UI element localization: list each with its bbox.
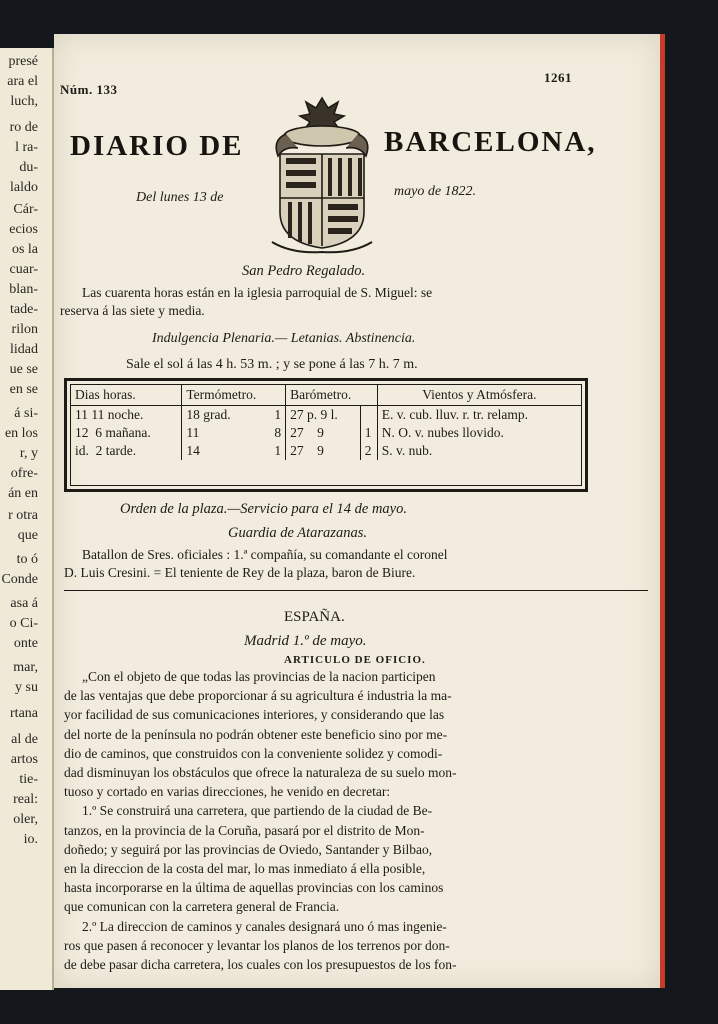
- left-page-line: ofre-: [10, 466, 38, 481]
- left-page-line: rtana: [10, 706, 38, 721]
- article-line: del norte de la península no podrán obtener este beneficio sino por me-: [64, 726, 448, 742]
- left-page-line: en se: [9, 382, 38, 397]
- article-line: dio de caminos, que construidos con la conveniente solidez y comodi-: [64, 745, 443, 761]
- left-page-line: asa á: [10, 596, 38, 611]
- article-line: dad disminuyan los obstáculos que ofrece la naturaleza de su suelo mon-: [64, 765, 457, 780]
- left-page-line: onte: [13, 636, 38, 651]
- left-page-line: os la: [11, 242, 38, 257]
- country-heading: ESPAÑA.: [284, 609, 345, 625]
- left-page-line: blan-: [9, 282, 38, 297]
- article-line: 2.º La direccion de caminos y canales designará uno ó mas ingenie-: [82, 918, 447, 934]
- saint-of-day: San Pedro Regalado.: [242, 263, 366, 279]
- left-page-line: r, y: [19, 446, 38, 461]
- article-line: hasta incorporarse en la última de aquellas provincias con los caminos: [64, 880, 444, 896]
- table-row: [71, 442, 581, 460]
- indulgence-line: Indulgencia Plenaria.— Letanias. Abstinencia.: [152, 331, 416, 346]
- article-line: en la direccion de la costa del mar, lo mas inmediato á ella posible,: [64, 861, 426, 876]
- left-page-line: cuar-: [9, 262, 38, 277]
- masthead-title-left: DIARIO DE: [70, 130, 244, 162]
- row-baro-lines: 9 l.: [320, 407, 338, 422]
- left-page-line: que: [17, 528, 38, 543]
- left-page-line: to ó: [16, 552, 38, 567]
- left-page-line: á si-: [14, 406, 38, 421]
- row-wind: E. v. cub. lluv. r. tr. relamp.: [381, 407, 529, 422]
- left-page-fragment: [0, 48, 54, 990]
- article-line: que comunican con la carretera general de Francia.: [64, 899, 340, 915]
- date-right: mayo de 1822.: [394, 184, 477, 199]
- header-thermometer: Termómetro.: [182, 385, 286, 406]
- forty-hours-line-2: reserva á las siete y media.: [60, 303, 205, 318]
- article-heading: ARTICULO DE OFICIO.: [284, 654, 426, 666]
- row-baro-fraction: 2: [360, 442, 377, 460]
- row-wind: S. v. nub.: [381, 443, 433, 458]
- date-left: Del lunes 13 de: [136, 190, 224, 205]
- masthead-title-right: BARCELONA,: [384, 126, 597, 158]
- left-page-line: mar,: [13, 660, 38, 675]
- row-baro: 27: [290, 443, 304, 458]
- row-baro-lines: 9: [317, 425, 324, 440]
- guard-heading: Guardia de Atarazanas.: [228, 525, 367, 541]
- orders-line-2: Batallon de Sres. oficiales : 1.ª compañía, su comandante el coronel: [82, 547, 448, 562]
- newspaper-page: [54, 34, 665, 988]
- forty-hours-line-1: Las cuarenta horas están en la iglesia parroquial de S. Miguel: se: [82, 285, 433, 300]
- article-line: yor facilidad de sus comunicaciones interiores, y considerando que las: [64, 707, 445, 723]
- article-line: de debe pasar dicha carretera, los cuales con los presupuestos de los fon-: [64, 957, 457, 972]
- article-line: „Con el objeto de que todas las provincias de la nacion participen: [82, 669, 436, 684]
- row-hour: 6 mañana.: [95, 425, 151, 440]
- left-page-line: laldo: [10, 180, 38, 195]
- left-page-line: real:: [13, 792, 38, 807]
- dateline: Madrid 1.º de mayo.: [244, 633, 367, 649]
- left-page-line: o Ci-: [9, 616, 38, 631]
- left-page-line: luch,: [10, 94, 38, 109]
- left-page-line: du-: [19, 160, 38, 175]
- row-thermo: 11: [186, 425, 200, 440]
- article-line: de las ventajas que debe proporcionar á su agricultura é industria la ma-: [64, 688, 452, 704]
- left-page-line: oler,: [13, 812, 38, 827]
- left-page-line: presé: [8, 54, 38, 69]
- left-page-line: Cár-: [13, 202, 38, 217]
- table-row: [71, 424, 581, 442]
- orders-heading: Orden de la plaza.—Servicio para el 14 de mayo.: [120, 501, 407, 517]
- article-line: tanzos, en la provincia de la Coruña, pasará por el distrito de Mon-: [64, 822, 425, 838]
- left-page-line: y su: [15, 680, 38, 695]
- row-baro: 27: [290, 425, 304, 440]
- row-baro-fraction: 1: [360, 424, 377, 442]
- left-page-line: ecios: [9, 222, 38, 237]
- left-page-line: al de: [11, 732, 38, 747]
- weather-table: [64, 378, 588, 492]
- header-days: Dias horas.: [71, 385, 182, 406]
- orders-line-3: D. Luis Cresini. = El teniente de Rey de la plaza, baron de Biure.: [64, 565, 416, 580]
- header-barometer: Barómetro.: [286, 385, 378, 406]
- left-page-line: l ra-: [15, 140, 38, 155]
- left-page-line: lidad: [10, 342, 38, 357]
- row-baro-lines: 9: [317, 443, 324, 458]
- left-page-line: tie-: [19, 772, 38, 787]
- left-page-line: io.: [23, 832, 38, 847]
- coat-of-arms-icon: [266, 94, 378, 254]
- row-thermo-fraction: 1: [274, 443, 282, 458]
- article-line: doñedo; y seguirá por las provincias de Oviedo, Santander y Bilbao,: [64, 841, 433, 857]
- left-page-line: tade-: [10, 302, 38, 317]
- page-number: 1261: [544, 70, 572, 85]
- sun-times: Sale el sol á las 4 h. 53 m. ; y se pone á las 7 h. 7 m.: [126, 357, 418, 372]
- row-thermo: 14: [186, 443, 200, 458]
- header-winds: Vientos y Atmósfera.: [377, 385, 581, 406]
- row-wind: N. O. v. nubes llovido.: [381, 425, 504, 440]
- table-row: [71, 406, 581, 425]
- row-baro-fraction: [360, 406, 377, 425]
- left-page-line: rilon: [11, 322, 38, 337]
- row-day: id.: [75, 443, 89, 458]
- row-thermo: 18 grad.: [186, 407, 231, 422]
- left-page-line: ara el: [7, 74, 38, 89]
- row-day: 12: [75, 425, 89, 440]
- left-page-line: Conde: [1, 572, 38, 587]
- row-hour: 11 noche.: [91, 407, 144, 422]
- row-hour: 2 tarde.: [95, 443, 137, 458]
- left-page-line: án en: [8, 486, 38, 501]
- left-page-line: artos: [10, 752, 38, 767]
- issue-number: Núm. 133: [60, 82, 118, 97]
- article-line: 1.º Se construirá una carretera, que partiendo de la ciudad de Be-: [82, 803, 433, 819]
- left-page-line: r otra: [8, 508, 38, 523]
- article-line: ros que pasen á reconocer y levantar los planos de los terrenos por don-: [64, 937, 450, 953]
- section-divider: [64, 590, 648, 591]
- article-line: tuoso y cortado en varias direcciones, he venido en decretar:: [64, 784, 391, 800]
- left-page-line: en los: [4, 426, 38, 441]
- row-thermo-fraction: 8: [274, 425, 282, 440]
- row-day: 11: [75, 407, 88, 422]
- row-thermo-fraction: 1: [274, 407, 282, 422]
- left-page-line: ue se: [9, 362, 38, 377]
- left-page-line: ro de: [9, 120, 38, 135]
- row-baro: 27 p.: [290, 407, 318, 422]
